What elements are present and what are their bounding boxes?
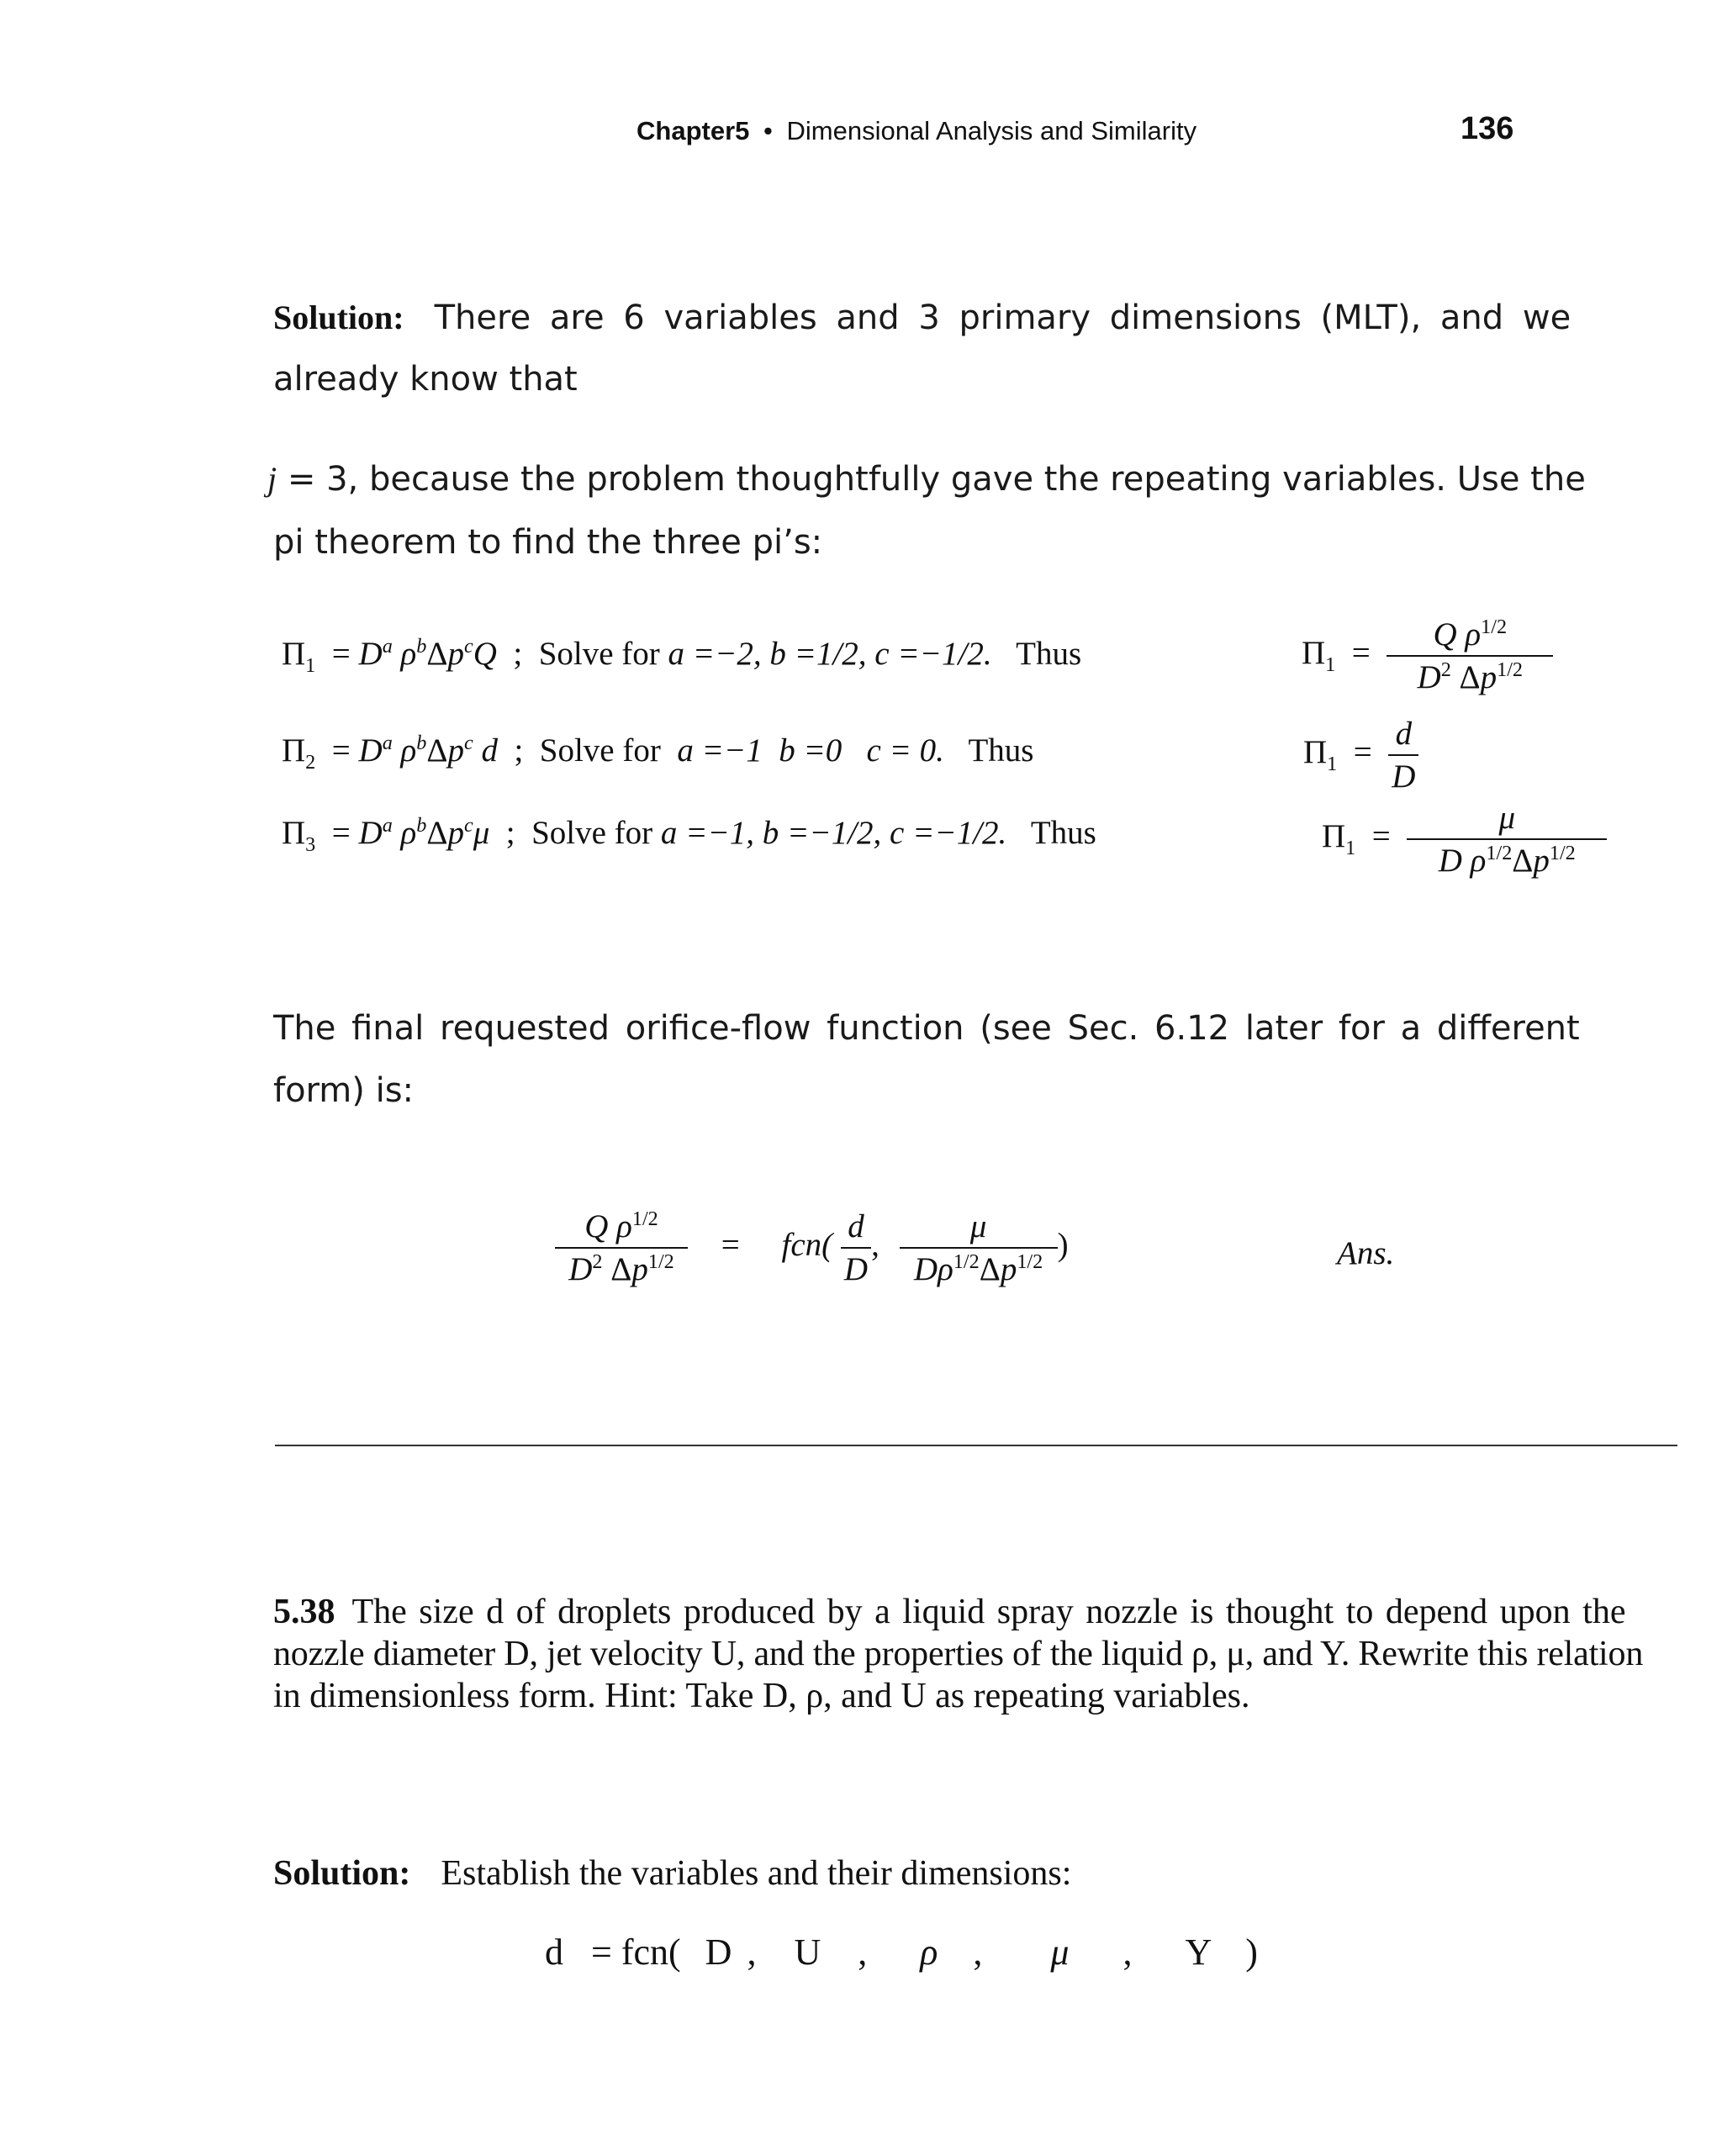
solution2-text: Establish the variables and their dimensions: [441, 1854, 1072, 1893]
problem-text-line1: The size d of droplets produced by a liquid spray nozzle is thought to depend upon the [351, 1593, 1626, 1631]
relation-Y: Y [1185, 1931, 1212, 1973]
final-text-line1: The final requested orifice-flow function (see Sec. 6.12 later for a different [273, 1009, 1580, 1048]
relation-close-paren: ) [1245, 1931, 1258, 1973]
pi1-solution: a =−2, b =1/2, c =−1/2. [668, 636, 992, 672]
page-number: 136 [1461, 111, 1514, 146]
solution-text-line2: already know that [273, 360, 578, 399]
pi1-thus: Thus [1016, 636, 1082, 672]
pi3-last-variable: μ [473, 815, 490, 851]
solution-paragraph-2 [267, 459, 1586, 499]
pi3-result: $\Pi_1$ = $\frac{\mu}{D \rho^{1/2}\Delta p^{1/2}}$ [1322, 799, 1607, 880]
relation-comma-2: , [858, 1931, 868, 1973]
relation-comma-3: , [973, 1931, 983, 1973]
pi3-thus: Thus [1030, 815, 1096, 851]
solution-paragraph-1 [273, 298, 1571, 337]
final-d-over-D: $\frac{d}{D}$ [841, 1207, 871, 1288]
pi3-equation: $\Pi_3 = D^a$ $\rho^b\Delta p^c\mu$ ; Solve for a =−1, b =−1/2, c =−1/2. Thus [282, 814, 1096, 856]
pi1-equation: $\Pi_1 = D^a$ $\rho^b\Delta p^cQ$ ; Solve for a =−2, b =1/2, c =−1/2. Thus [282, 635, 1082, 677]
pi2-equation: $\Pi_2 = D^a$ $\rho^b\Delta p^c$ d ; Solve for a =−1 b =0 c = 0. Thus [282, 732, 1034, 774]
pi2-subscript: 2 [305, 750, 316, 774]
j-variable: j [267, 460, 277, 498]
final-mu-fraction: $\frac{\mu}{D\rho^{1/2}\Delta p^{1/2}}$ [900, 1207, 1058, 1288]
relation-fcn: = fcn( [591, 1931, 681, 1973]
problem-538 [273, 1591, 1643, 1717]
pi3-result-subscript: 1 [1345, 836, 1356, 859]
pi2-thus: Thus [968, 732, 1034, 769]
relation-D: D [705, 1931, 732, 1973]
pi1-result: $\Pi_1$ = $\frac{Q \rho^{1/2}}{D^2 \Delta p^{1/2}}$ [1302, 616, 1553, 696]
pi3-solution: a =−1, b =−1/2, c =−1/2. [660, 815, 1007, 851]
section-divider [275, 1445, 1677, 1446]
relation-U: U [794, 1931, 821, 1973]
problem-line1 [273, 1591, 1643, 1633]
header-bullet: • [763, 116, 773, 145]
pi2-result-subscript: 1 [1327, 752, 1338, 775]
pi1-result-fraction: $\frac{Q \rho^{1/2}}{D^2 \Delta p^{1/2}}$ [1387, 616, 1553, 696]
relation-d: d [545, 1931, 563, 1973]
pi3-subscript: 3 [305, 832, 316, 856]
problem-text-line3: in dimensionless form. Hint: Take D, ρ, and U as repeating variables. [273, 1677, 1250, 1715]
pi2-last-variable: d [481, 732, 498, 769]
solution-paragraph-3 [273, 1853, 1071, 1894]
running-header [637, 116, 1196, 146]
solution2-label: Solution: [273, 1854, 411, 1893]
ans-label: Ans. [1337, 1235, 1395, 1271]
relation-comma-1: , [747, 1931, 757, 1973]
chapter-label: Chapter5 [637, 116, 750, 145]
pi1-result-subscript: 1 [1325, 653, 1336, 676]
final-answer-equation: $\frac{Q \rho^{1/2}}{D^2 \Delta p^{1/2}}$ = fcn( $\frac{d}{D}$ , $\frac{\mu}{D\rho^{1/2}\Delta p^{1/2}}$ ) [555, 1207, 1069, 1288]
fcn-label: fcn( [781, 1226, 833, 1263]
pi2-result-fraction: $\frac{d}{D}$ [1388, 715, 1418, 795]
relation-mu: μ [1050, 1931, 1070, 1973]
final-text-line2: form) is: [273, 1071, 415, 1110]
pi2-result: $\Pi_1$ = $\frac{d}{D}$ [1303, 715, 1418, 795]
chapter-title: Dimensional Analysis and Similarity [786, 116, 1197, 145]
pi1-subscript: 1 [305, 653, 316, 677]
pi2-solution: a =−1 b =0 c = 0. [677, 732, 944, 769]
pi1-last-variable: Q [473, 636, 497, 672]
pi3-result-fraction: $\frac{\mu}{D \rho^{1/2}\Delta p^{1/2}}$ [1407, 799, 1607, 880]
relation-comma-4: , [1122, 1931, 1133, 1973]
solution-text-line1: There are 6 variables and 3 primary dimensions (MLT), and we [434, 299, 1571, 337]
paragraph2-line1: = 3, because the problem thoughtfully gave the repeating variables. Use the [277, 460, 1586, 499]
problem-number: 5.38 [273, 1593, 335, 1631]
relation-rho: ρ [920, 1931, 938, 1973]
paragraph2-line2: pi theorem to find the three pi’s: [273, 523, 823, 562]
variable-relation [545, 1931, 1258, 1974]
problem-text-line2: nozzle diameter D, jet velocity U, and the properties of the liquid ρ, μ, and Y. Rewrite this relation [273, 1635, 1644, 1673]
solution-label: Solution: [273, 299, 404, 336]
final-lhs-fraction: $\frac{Q \rho^{1/2}}{D^2 \Delta p^{1/2}}$ [555, 1207, 688, 1288]
